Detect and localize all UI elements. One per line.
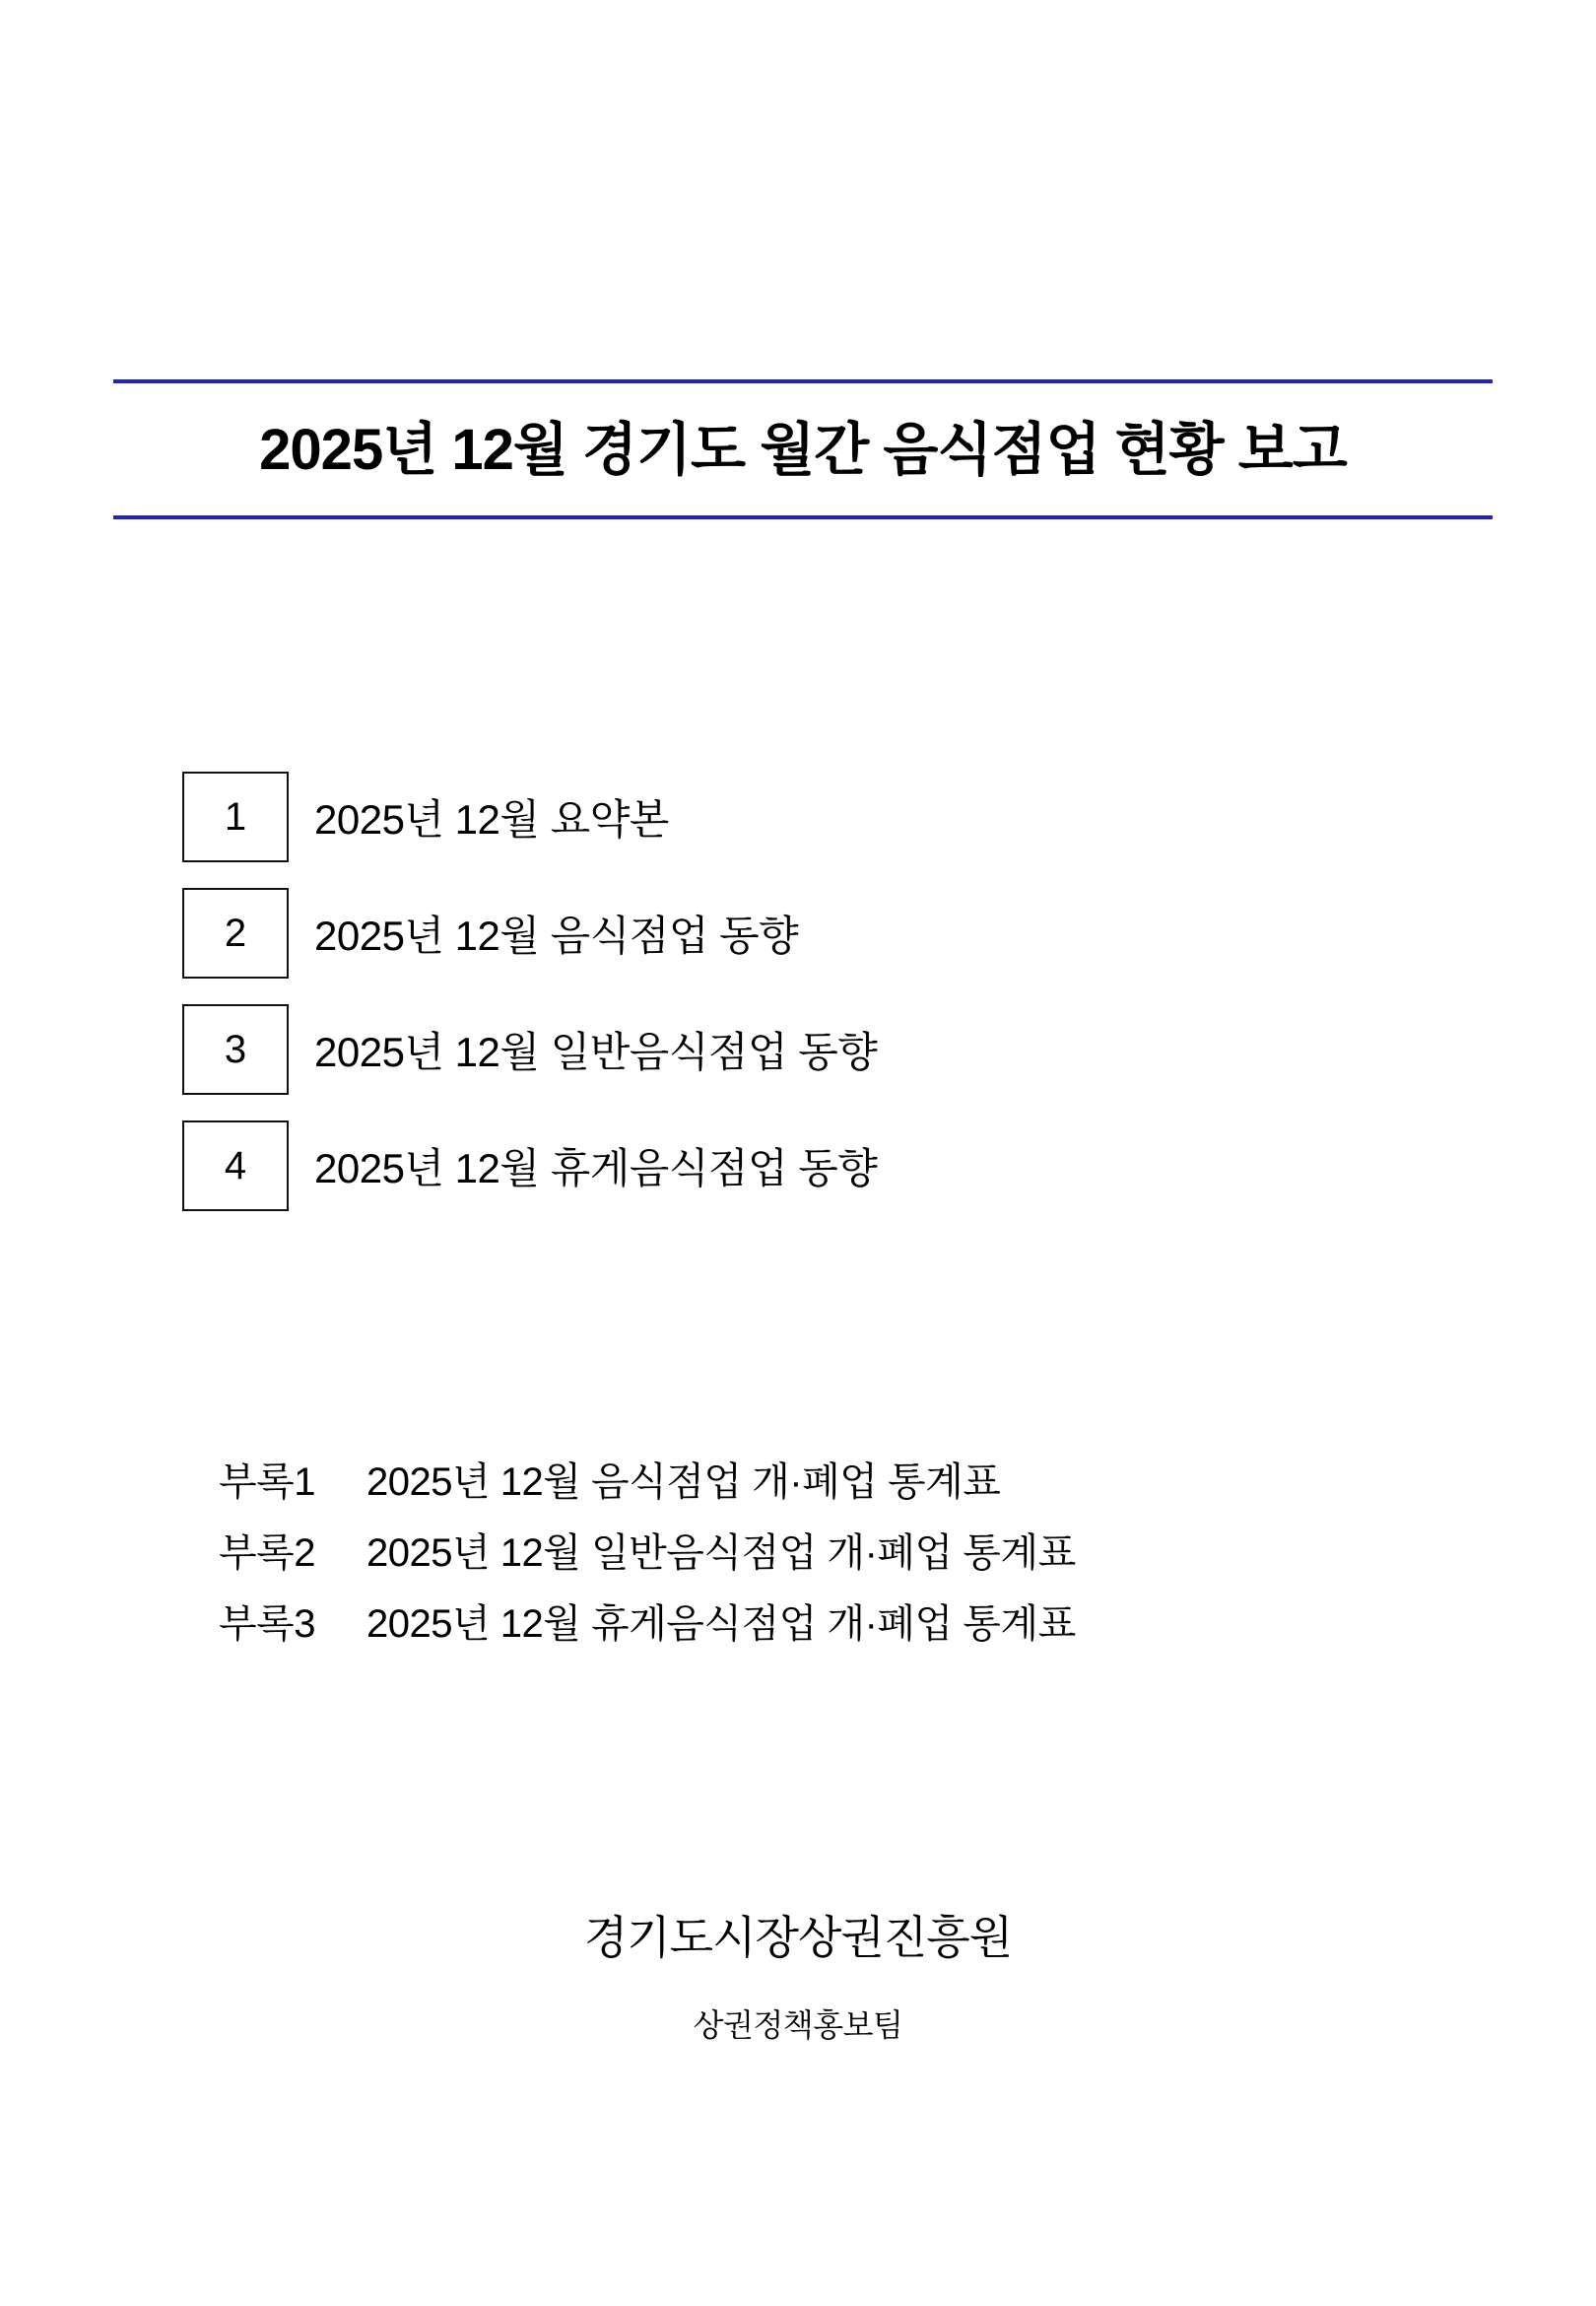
page-title: 2025년 12월 경기도 월간 음식점업 현황 보고 xyxy=(259,418,1347,482)
toc-item-4 xyxy=(182,1108,1414,1224)
appendix-key-2: 부록2 xyxy=(219,1531,316,1575)
toc-number-box-1: 1 xyxy=(182,772,289,862)
appendix-text-1: 2025년 12월 음식점업 개·폐업 통계표 xyxy=(366,1460,1001,1504)
toc-item-2 xyxy=(182,875,1414,991)
title-bottom-rule xyxy=(113,515,1493,519)
toc-number-box-3: 3 xyxy=(182,1004,289,1095)
toc-number-box-4: 4 xyxy=(182,1120,289,1211)
organization-block xyxy=(0,1902,1596,2046)
table-of-contents xyxy=(182,759,1414,1224)
toc-label-2: 2025년 12월 음식점업 동향 xyxy=(314,913,799,959)
organization-team: 상권정책홍보팀 xyxy=(693,2007,903,2043)
appendix-text-3: 2025년 12월 휴게음식점업 개·폐업 통계표 xyxy=(366,1602,1076,1646)
appendix-item-1 xyxy=(219,1451,1450,1522)
toc-label-3: 2025년 12월 일반음식점업 동향 xyxy=(314,1029,878,1075)
appendix-key-3: 부록3 xyxy=(219,1602,316,1646)
toc-item-3 xyxy=(182,991,1414,1108)
appendix-item-2 xyxy=(219,1522,1450,1593)
toc-number-box-2: 2 xyxy=(182,888,289,979)
title-block xyxy=(113,379,1493,519)
appendix-key-1: 부록1 xyxy=(219,1460,316,1504)
appendix-item-3 xyxy=(219,1593,1450,1663)
appendix-text-2: 2025년 12월 일반음식점업 개·폐업 통계표 xyxy=(366,1531,1076,1575)
appendix-list xyxy=(219,1451,1450,1663)
toc-item-1 xyxy=(182,759,1414,875)
toc-label-4: 2025년 12월 휴게음식점업 동향 xyxy=(314,1145,878,1191)
organization-name: 경기도시장상권진흥원 xyxy=(583,1912,1013,1963)
toc-label-1: 2025년 12월 요약본 xyxy=(314,796,669,843)
